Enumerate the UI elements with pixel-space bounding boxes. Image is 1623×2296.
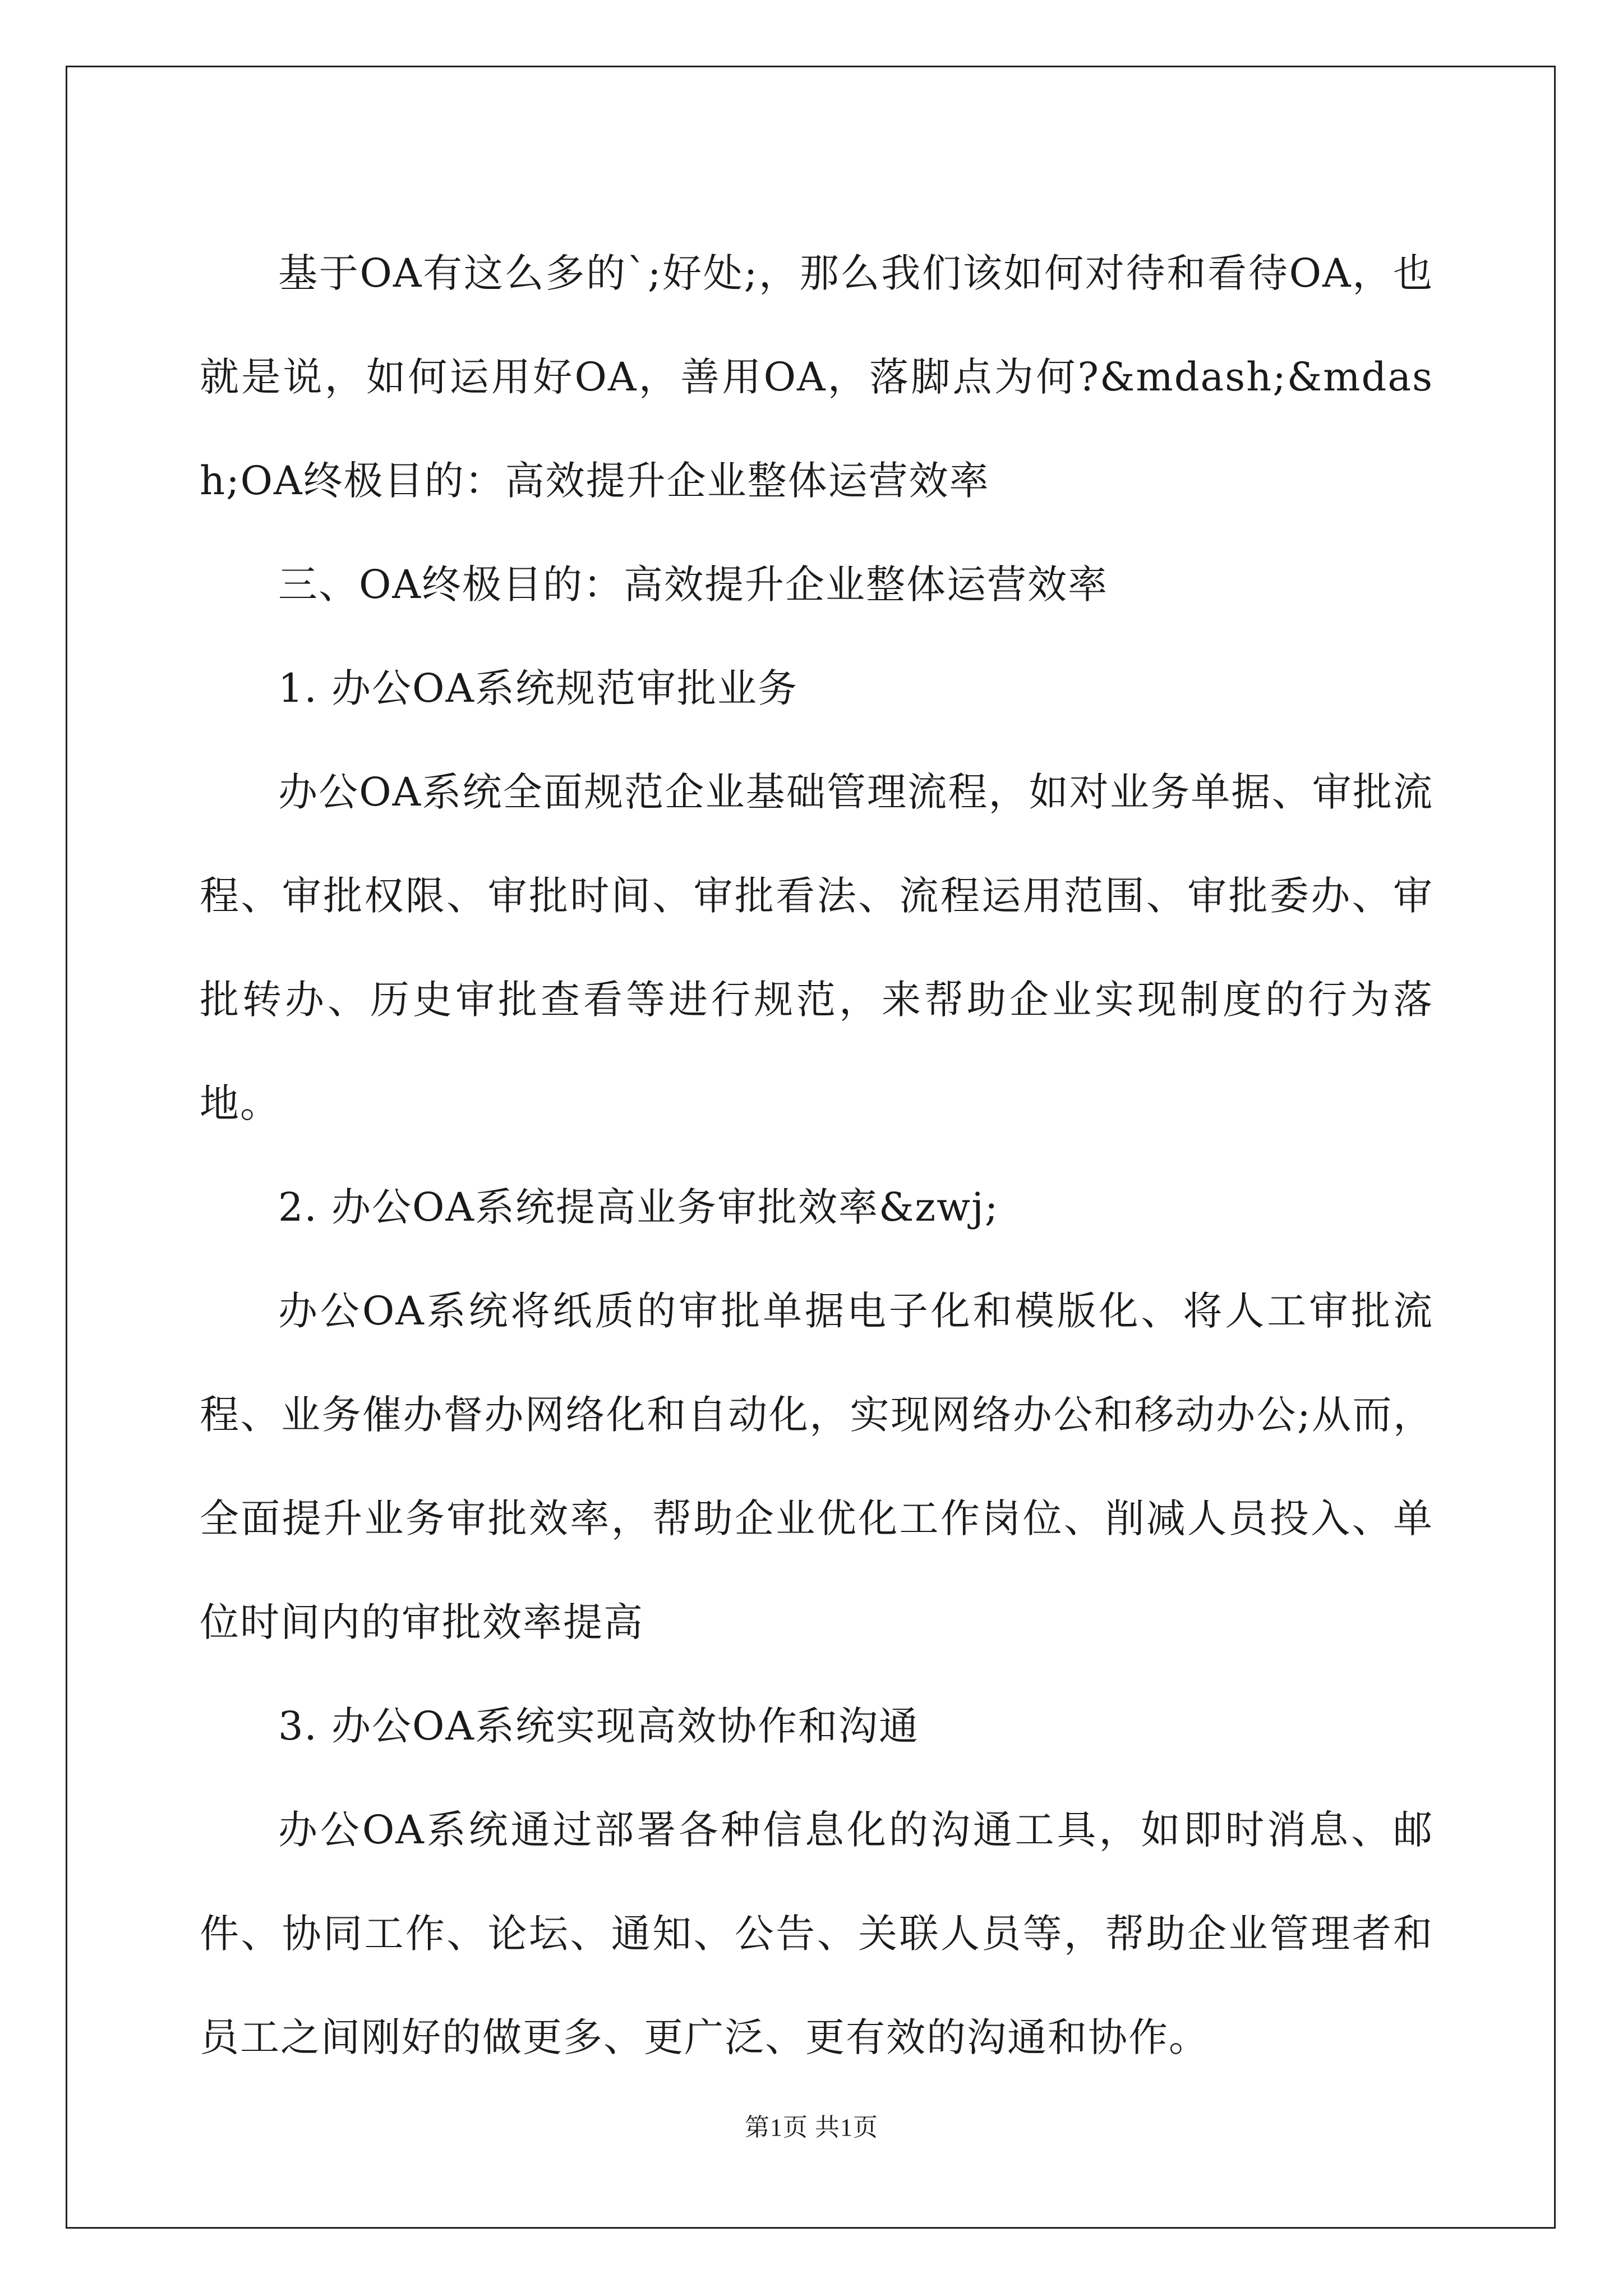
paragraph-3: 办公OA系统通过部署各种信息化的沟通工具，如即时消息、邮件、协同工作、论坛、通知、公告、关联人员等，帮助企业管理者和员工之间刚好的做更多、更广泛、更有效的沟通和协作。 — [200, 1807, 1433, 2060]
paragraph-2: 办公OA系统将纸质的审批单据电子化和模版化、将人工审批流程、业务催办督办网络化和自动化，实现网络办公和移动办公;从而，全面提升业务审批效率，帮助企业优化工作岗位、削减人员投入、单位时间内的审批效率提高 — [200, 1288, 1433, 1645]
paragraph-1: 办公OA系统全面规范企业基础管理流程，如对业务单据、审批流程、审批权限、审批时间、审批看法、流程运用范围、审批委办、审批转办、历史审批查看等进行规范，来帮助企业实现制度的行为落地。 — [200, 769, 1433, 1126]
section-heading: 三、OA终极目的：高效提升企业整体运营效率 — [278, 562, 1108, 608]
document-body — [200, 222, 1433, 2090]
paragraph-intro: 基于OA有这么多的`;好处;，那么我们该如何对待和看待OA，也就是说，如何运用好OA，善用OA，落脚点为何?&mdash;&mdash;OA终极目的：高效提升企业整体运营效率 — [200, 250, 1433, 504]
subheading-1: 1. 办公OA系统规范审批业务 — [278, 665, 798, 711]
subheading-2: 2. 办公OA系统提高业务审批效率&zwj; — [278, 1184, 999, 1230]
page-footer: 第1页 共1页 — [745, 2114, 878, 2141]
subheading-3: 3. 办公OA系统实现高效协作和沟通 — [278, 1703, 919, 1749]
